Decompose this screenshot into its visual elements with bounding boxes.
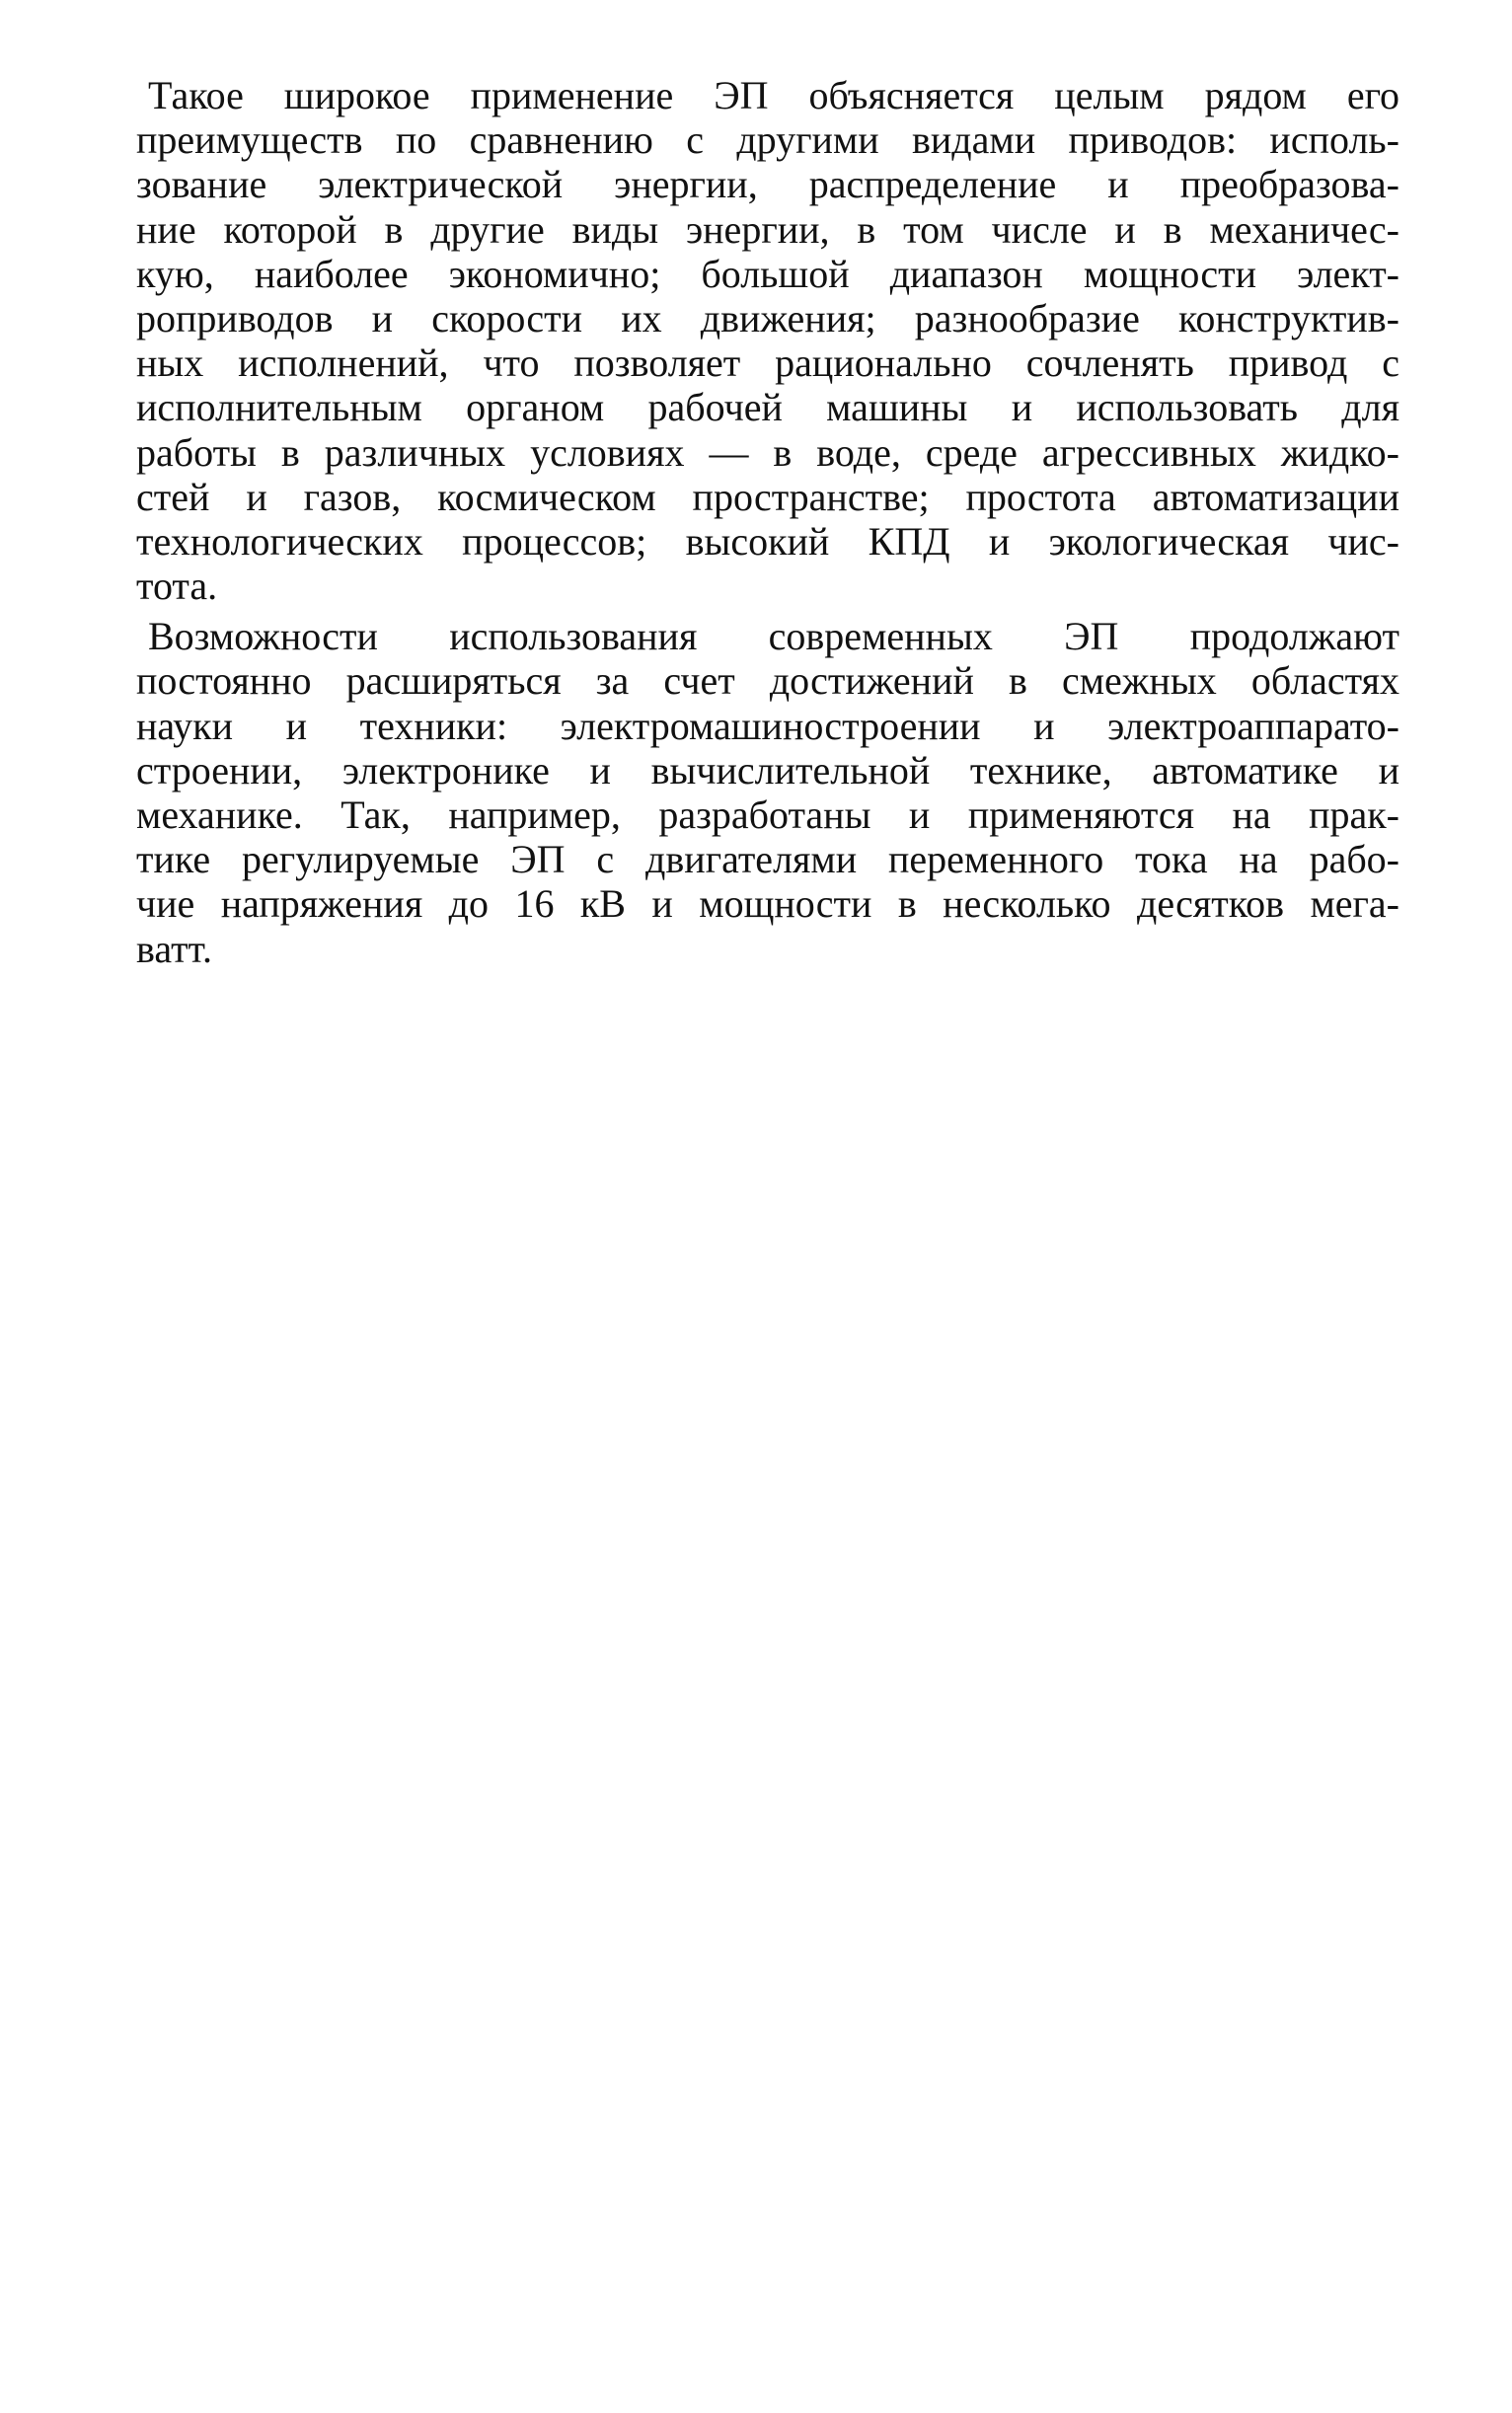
text-line: тике регулируемые ЭП с двигателями переменного тока на рабо- xyxy=(136,837,1399,882)
text-line: тота. xyxy=(136,564,218,609)
text-line: стей и газов, космическом пространстве; простота автоматизации xyxy=(136,474,1399,519)
text-line: Возможности использования современных ЭП продолжают xyxy=(148,614,1399,659)
text-line: ватт. xyxy=(136,926,213,971)
text-line: постоянно расширяться за счет достижений в смежных областях xyxy=(136,658,1399,704)
text-line: науки и техники: электромашиностроении и электроаппарато- xyxy=(136,703,1399,748)
text-line: зование электрической энергии, распределение и преобразова- xyxy=(136,162,1399,207)
text-line: ных исполнений, что позволяет рационально сочленять привод с xyxy=(136,340,1399,386)
text-line: роприводов и скорости их движения; разнообразие конструктив- xyxy=(136,295,1399,340)
text-line: ние которой в другие виды энергии, в том числе и в механичес- xyxy=(136,206,1399,252)
text-line: строении, электронике и вычислительной технике, автоматике и xyxy=(136,747,1399,792)
text-line: работы в различных условиях — в воде, среде агрессивных жидко- xyxy=(136,429,1399,475)
text-line: преимуществ по сравнению с другими видами приводов: исполь- xyxy=(136,117,1399,163)
text-line: кую, наиболее экономично; большой диапазон мощности элект- xyxy=(136,251,1399,296)
body-text xyxy=(136,73,1399,971)
text-line: Такое широкое применение ЭП объясняется целым рядом его xyxy=(148,73,1399,117)
text-line: технологических процессов; высокий КПД и экологическая чис- xyxy=(136,518,1399,564)
paragraph xyxy=(136,614,1399,971)
text-line: исполнительным органом рабочей машины и использовать для xyxy=(136,385,1399,430)
text-line: чие напряжения до 16 кВ и мощности в несколько десятков мега- xyxy=(136,881,1399,927)
text-line: механике. Так, например, разработаны и применяются на прак- xyxy=(136,792,1399,837)
paragraph xyxy=(136,73,1399,608)
